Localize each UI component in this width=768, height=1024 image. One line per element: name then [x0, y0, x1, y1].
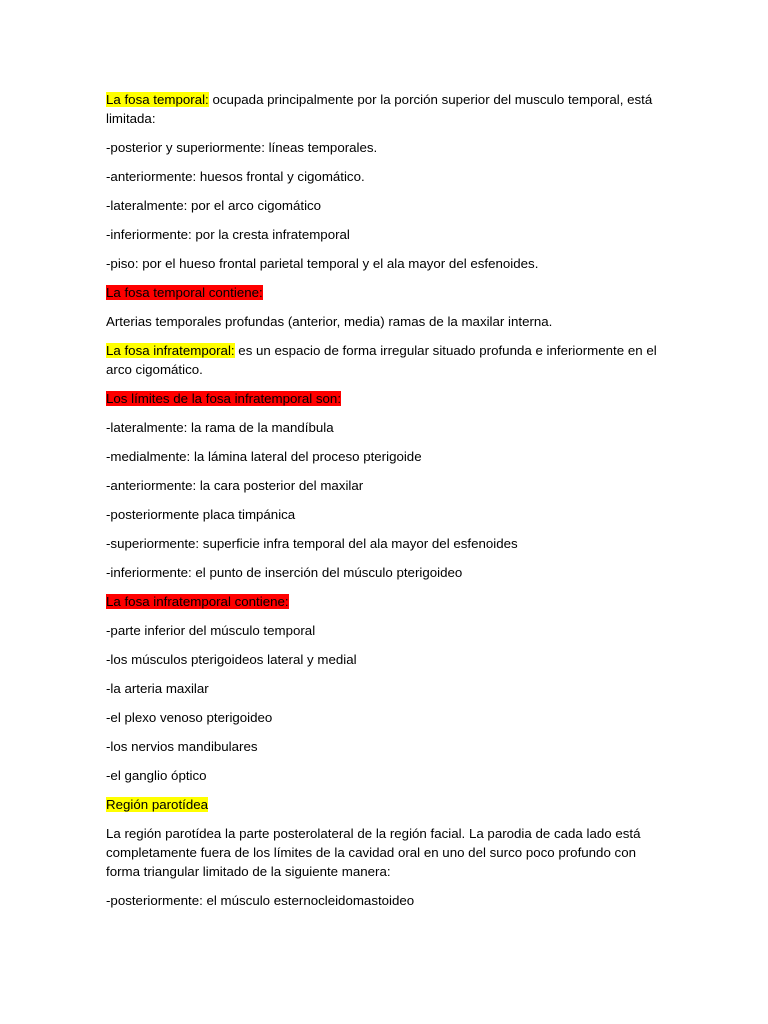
paragraph-heading	[106, 795, 666, 814]
paragraph-fosa-infratemporal	[106, 341, 666, 379]
list-item: -el plexo venoso pterigoideo	[106, 710, 273, 725]
paragraph-heading	[106, 592, 666, 611]
paragraph-heading	[106, 389, 666, 408]
paragraph-text: es un espacio de forma irregular situado profunda e inferiormente en el arco cigomático.	[106, 343, 657, 377]
highlighted-heading: Los límites de la fosa infratemporal son:	[106, 391, 342, 406]
list-item: -medialmente: la lámina lateral del proceso pterigoide	[106, 449, 422, 464]
paragraph-heading	[106, 283, 666, 302]
highlighted-heading: La fosa temporal contiene:	[106, 285, 263, 300]
highlighted-heading: La fosa infratemporal:	[106, 343, 235, 358]
list-item: -anteriormente: la cara posterior del maxilar	[106, 478, 364, 493]
list-item: -la arteria maxilar	[106, 681, 209, 696]
list-item: -posteriormente placa timpánica	[106, 507, 296, 522]
list-item: -parte inferior del músculo temporal	[106, 623, 316, 638]
list-item: -anteriormente: huesos frontal y cigomático.	[106, 169, 365, 184]
list-item: -superiormente: superficie infra temporal del ala mayor del esfenoides	[106, 536, 518, 551]
highlighted-heading: La fosa temporal:	[106, 92, 209, 107]
paragraph-text: La región parotídea la parte posterolateral de la región facial. La parodia de cada lado está completamente fuera de los límites de la cavidad oral en uno del surco poco profundo con forma triangular limitado de la siguiente manera:	[106, 826, 641, 879]
list-item: -inferiormente: por la cresta infratemporal	[106, 227, 350, 242]
list-item: -los músculos pterigoideos lateral y medial	[106, 652, 357, 667]
list-item: -los nervios mandibulares	[106, 739, 258, 754]
list-item: -posteriormente: el músculo esternocleidomastoideo	[106, 893, 415, 908]
paragraph-text: Arterias temporales profundas (anterior, media) ramas de la maxilar interna.	[106, 314, 553, 329]
list-item: -lateralmente: la rama de la mandíbula	[106, 420, 334, 435]
list-item: -el ganglio óptico	[106, 768, 207, 783]
list-item: -posterior y superiormente: líneas temporales.	[106, 140, 378, 155]
paragraph-fosa-temporal	[106, 90, 666, 128]
paragraph-text: ocupada principalmente por la porción superior del musculo temporal, está limitada:	[106, 92, 653, 126]
document-body	[106, 90, 666, 920]
list-item: -lateralmente: por el arco cigomático	[106, 198, 322, 213]
list-item: -piso: por el hueso frontal parietal temporal y el ala mayor del esfenoides.	[106, 256, 539, 271]
highlighted-heading: Región parotídea	[106, 797, 209, 812]
highlighted-heading: La fosa infratemporal contiene:	[106, 594, 289, 609]
list-item: -inferiormente: el punto de inserción del músculo pterigoideo	[106, 565, 463, 580]
